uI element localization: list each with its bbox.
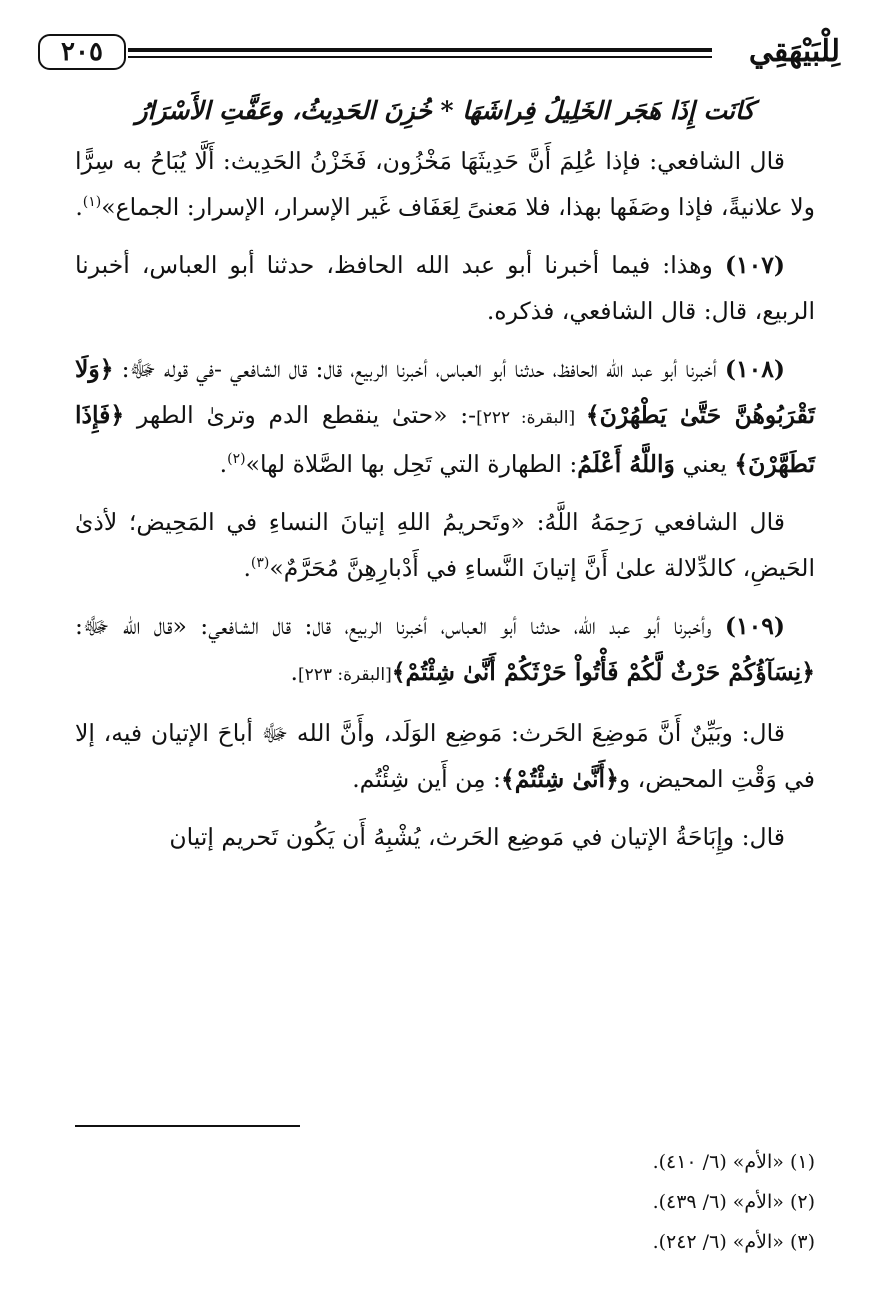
footnotes (75, 1142, 815, 1262)
hadith-number: (١٠٨) (724, 355, 785, 383)
footnote-separator (75, 1125, 300, 1127)
footnote-text: «الأم» (٦/ ٤١٠). (652, 1151, 790, 1173)
page-header (30, 30, 840, 80)
verse-reference: [البقرة: ٢٢٢] (476, 408, 586, 428)
paragraph-end: . (75, 193, 83, 221)
paragraph-108 (75, 346, 815, 487)
footnote-mark: (١) (82, 194, 102, 211)
quran-verse: ﴿فَإِذَا تَطَهَّرْنَ﴾ (75, 401, 815, 478)
paragraph-6 (75, 710, 815, 802)
paragraph-text: يعني (674, 450, 735, 478)
paragraph-text: قال: وإِبَاحَةُ الإتيان في مَوضِع الحَرث، يُشْبِهُ أَن يَكُون تَحريم إتيان (169, 823, 785, 851)
header-rule-thin (128, 56, 712, 58)
verse-heading: كَانَت إِذَا هَجَر الخَلِيلُ فِراشَهَا * خُزِنَ الحَدِيثُ، وعَفَّتِ الأَسْرَارُ (135, 96, 755, 125)
main-text (75, 88, 815, 872)
paragraph-end: . (290, 658, 298, 686)
paragraph-text: : مِن أَين شِئْتُم. (352, 765, 501, 793)
paragraph-text: قال: وبَيِّنٌ أَنَّ مَوضِعَ الحَرث: مَوضِع الوَلَد، وأَنَّ الله ﷻ أباحَ الإتيان فيه، إلا في وَقْتِ المحيض، و (75, 719, 815, 793)
hadith-number: (١٠٩) (724, 612, 785, 640)
paragraph-7 (75, 814, 815, 860)
paragraph-text: وهذا: فيما أخبرنا أبو عبد الله الحافظ، حدثنا أبو العباس، أخبرنا الربيع، قال: قال الشافعي، فذكره. (75, 251, 815, 325)
paragraph-text: : الطهارة التي تَحِل بها الصَّلاة لها» (245, 450, 578, 478)
footnote-text: «الأم» (٦/ ٢٤٢). (652, 1231, 790, 1253)
footnote-number: (٢) (789, 1191, 815, 1213)
footnote-3 (75, 1222, 815, 1262)
quran-phrase: وَاللَّهُ أَعْلَمُ (577, 450, 675, 478)
footnote-mark: (٢) (227, 451, 246, 468)
paragraph-text: قال الشافعي رَحِمَهُ اللَّهُ: «وتَحريمُ اللهِ إتيانَ النساءِ في المَحِيض؛ لأذىٰ الحَيضِ، كالدِّلالة علىٰ أَنَّ إتيانَ النَّساءِ في أَدْبارِهِنَّ مُحَرَّمٌ» (75, 508, 815, 582)
verse-reference: [البقرة: ٢٢٣] (297, 665, 392, 685)
paragraph-end: . (219, 450, 228, 478)
page-number: ٢٠٥ (38, 34, 126, 70)
paragraph-109 (75, 603, 815, 698)
paragraph-4 (75, 499, 815, 591)
quran-verse: ﴿أَنَّىٰ شِئْتُمْ﴾ (500, 765, 619, 793)
paragraph-107 (75, 242, 815, 334)
footnote-2 (75, 1182, 815, 1222)
paragraph-text: وأخبرنا أبو عبد الله، حدثنا أبو العباس، أخبرنا الربيع، قال: قال الشافعي: «قال الله ﷻ: (75, 612, 725, 640)
paragraph-1 (75, 138, 815, 230)
footnote-text: «الأم» (٦/ ٤٣٩). (652, 1191, 790, 1213)
running-title: لِلْبَيْهَقِي (748, 34, 840, 69)
hadith-number: (١٠٧) (724, 251, 785, 279)
footnote-number: (١) (789, 1151, 815, 1173)
header-rule-thick (128, 48, 712, 52)
footnote-mark: (٣) (250, 555, 270, 572)
paragraph-text: قال الشافعي: فإذا عُلِمَ أَنَّ حَدِيثَهَا مَخْزُون، فَخَزْنُ الحَدِيث: أَلَّا يُبَاحُ به سِرًّا ولا علانيةً، فإذا وصَفَها بهذا، فلا مَعنىً لِعَفَاف غَير الإسرار، الإسرار: الجماع» (75, 147, 815, 221)
paragraph-text: -: «حتىٰ ينقطع الدم وترىٰ الطهر (124, 401, 477, 429)
paragraph-end: . (243, 554, 251, 582)
footnote-1 (75, 1142, 815, 1182)
quran-verse: ﴿نِسَآؤُكُمْ حَرْثٌ لَّكُمْ فَأْتُواْ حَرْثَكُمْ أَنَّىٰ شِئْتُمْ﴾ (391, 658, 815, 686)
footnote-number: (٣) (789, 1231, 815, 1253)
quran-verse: ﴿وَلَا تَقْرَبُوهُنَّ حَتَّىٰ يَطْهُرْنَ﴾ (75, 355, 816, 429)
paragraph-text: أخبرنا أبو عبد الله الحافظ، حدثنا أبو العباس، أخبرنا الربيع، قال: قال الشافعي -في قوله ﷻ: (113, 355, 725, 383)
